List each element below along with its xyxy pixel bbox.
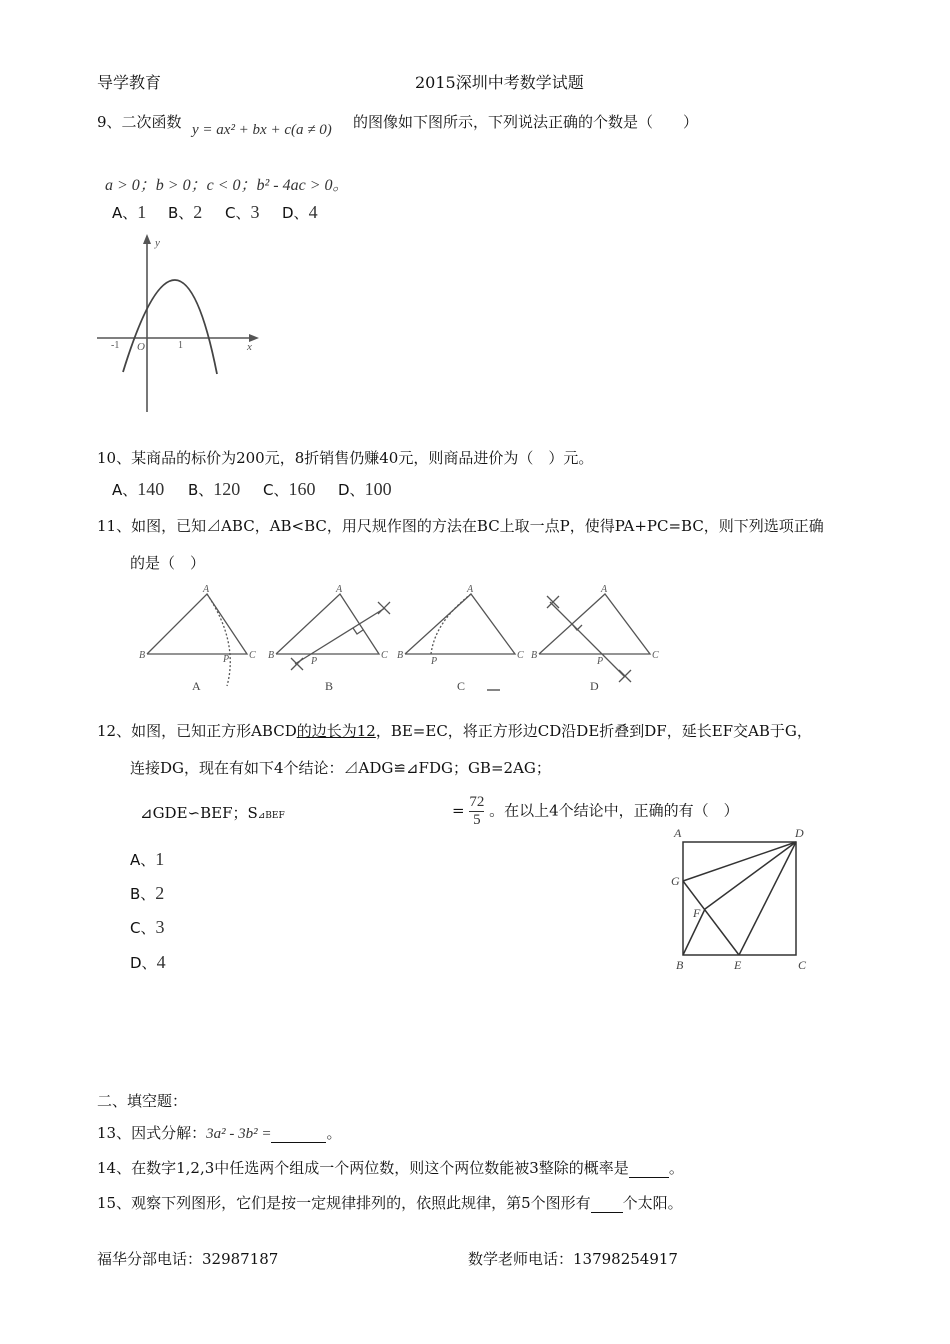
square-abcd bbox=[683, 842, 796, 955]
fig-d-vertex-b: B bbox=[531, 650, 538, 661]
q9-option-d: D、4 bbox=[282, 202, 318, 222]
arc-c bbox=[431, 594, 471, 654]
y-axis-arrow bbox=[143, 234, 151, 244]
sq-label-g: G bbox=[671, 874, 680, 888]
q10-text: 10、某商品的标价为200元，8折销售仍赚40元，则商品进价为（ ）元。 bbox=[97, 449, 594, 467]
segment-ge bbox=[683, 881, 739, 955]
q12-option-c: C、3 bbox=[130, 917, 165, 937]
q12-option-b: B、2 bbox=[130, 883, 165, 903]
fig-d-vertex-a: A bbox=[601, 584, 608, 595]
q11-line2: 的是（ ） bbox=[130, 554, 206, 572]
q9-formula: y = ax² + bx + c(a ≠ 0) bbox=[192, 122, 332, 138]
fig-c-vertex-p: P bbox=[431, 656, 438, 667]
sq-label-f: F bbox=[693, 906, 701, 920]
fig-d-vertex-p: P bbox=[597, 656, 604, 667]
segment-df bbox=[705, 842, 796, 909]
q12-option-d: D、4 bbox=[130, 952, 166, 972]
q9-suffix: 的图像如下图所示，下列说法正确的个数是（ ） bbox=[353, 113, 699, 131]
q12-square-figure bbox=[668, 825, 813, 973]
triangle-d bbox=[539, 594, 650, 654]
fig-c-vertex-b: B bbox=[397, 650, 404, 661]
fig-label-b: B bbox=[325, 679, 334, 693]
triangle-b bbox=[276, 594, 379, 654]
right-angle-d bbox=[572, 624, 582, 630]
graph-origin-label: O bbox=[137, 341, 145, 353]
triangle-a bbox=[147, 594, 247, 654]
fig-a-vertex-b: B bbox=[139, 650, 146, 661]
q9-conditions: a > 0；b > 0；c < 0；b² - 4ac > 0。 bbox=[105, 177, 349, 194]
q11-construction-figures bbox=[135, 582, 665, 694]
parabola-curve bbox=[123, 280, 217, 374]
fig-c-vertex-c: C bbox=[517, 650, 524, 661]
q11-line1: 11、如图，已知⊿ABC，AB<BC，用尺规作图的方法在BC上取一点P，使得PA+PC=BC，则下列选项正确 bbox=[97, 517, 824, 535]
fig-label-c: C bbox=[457, 679, 466, 693]
fig-b-vertex-p: P bbox=[311, 656, 318, 667]
sq-label-c: C bbox=[798, 958, 807, 972]
arc-mark-b1 bbox=[378, 602, 390, 614]
arc-a bbox=[207, 594, 230, 686]
q12-line3-left: ⊿GDE∽BEF；S⊿BEF bbox=[140, 804, 285, 822]
header-title: 2015深圳中考数学试题 bbox=[415, 73, 584, 92]
q12-fraction: $\frac{72}{5}$ bbox=[469, 794, 485, 828]
fig-label-d: D bbox=[590, 679, 599, 693]
footer-right: 数学老师电话：13798254917 bbox=[468, 1250, 678, 1268]
q9-option-c: C、3 bbox=[225, 202, 260, 222]
perp-bisector-d bbox=[550, 602, 625, 677]
sq-label-e: E bbox=[734, 958, 742, 972]
q9-parabola-graph bbox=[95, 232, 265, 414]
arc-mark-b2 bbox=[291, 658, 303, 670]
q10-option-c: C、160 bbox=[263, 479, 316, 499]
fig-a-vertex-a: A bbox=[203, 584, 210, 595]
q12-line2: 连接DG，现在有如下4个结论：⊿ADG≌⊿FDG；GB=2AG； bbox=[130, 759, 551, 777]
graph-tick-pos: 1 bbox=[178, 340, 183, 351]
q9-option-b: B、2 bbox=[168, 202, 203, 222]
q9-prefix: 9、二次函数 bbox=[97, 113, 182, 131]
fig-a-vertex-c: C bbox=[249, 650, 256, 661]
fig-b-vertex-b: B bbox=[268, 650, 275, 661]
fig-c-vertex-a: A bbox=[467, 584, 474, 595]
graph-x-label: x bbox=[247, 341, 252, 353]
perp-bisector-b bbox=[295, 608, 385, 664]
graph-y-label: y bbox=[155, 237, 160, 249]
fig-b-vertex-c: C bbox=[381, 650, 388, 661]
arc-mark-d2 bbox=[619, 670, 631, 682]
fig-label-a: A bbox=[192, 679, 201, 693]
section2-title: 二、填空题： bbox=[97, 1092, 188, 1110]
right-angle-b bbox=[353, 628, 363, 634]
q13: 13、因式分解：3a² - 3b² = 。 bbox=[97, 1124, 342, 1142]
q10-option-b: B、120 bbox=[188, 479, 241, 499]
sq-label-b: B bbox=[676, 958, 684, 972]
header-left: 导学教育 bbox=[97, 73, 162, 92]
q12-line3-right: = $\frac{72}{5}$ 。在以上4个结论中，正确的有（ ） bbox=[452, 794, 739, 828]
q10-option-d: D、100 bbox=[338, 479, 392, 499]
fig-b-vertex-a: A bbox=[336, 584, 343, 595]
sq-label-d: D bbox=[795, 826, 804, 840]
q9-option-a: A、1 bbox=[112, 202, 147, 222]
fig-d-vertex-c: C bbox=[652, 650, 659, 661]
q12-option-a: A、1 bbox=[130, 849, 165, 869]
footer-left: 福华分部电话：32987187 bbox=[97, 1250, 279, 1268]
q10-option-a: A、140 bbox=[112, 479, 165, 499]
sq-label-a: A bbox=[674, 826, 682, 840]
graph-tick-neg: -1 bbox=[111, 340, 120, 351]
fig-a-vertex-p: P bbox=[223, 654, 230, 665]
q12-line1: 12、如图，已知正方形ABCD的边长为12，BE=EC，将正方形边CD沿DE折叠到DF，延长EF交AB于G， bbox=[97, 722, 812, 740]
arc-mark-d1 bbox=[547, 596, 559, 608]
q14: 14、在数字1,2,3中任选两个组成一个两位数，则这个两位数能被3整除的概率是 。 bbox=[97, 1159, 684, 1177]
q15: 15、观察下列图形，它们是按一定规律排列的，依照此规律，第5个图形有 个太阳。 bbox=[97, 1194, 683, 1212]
